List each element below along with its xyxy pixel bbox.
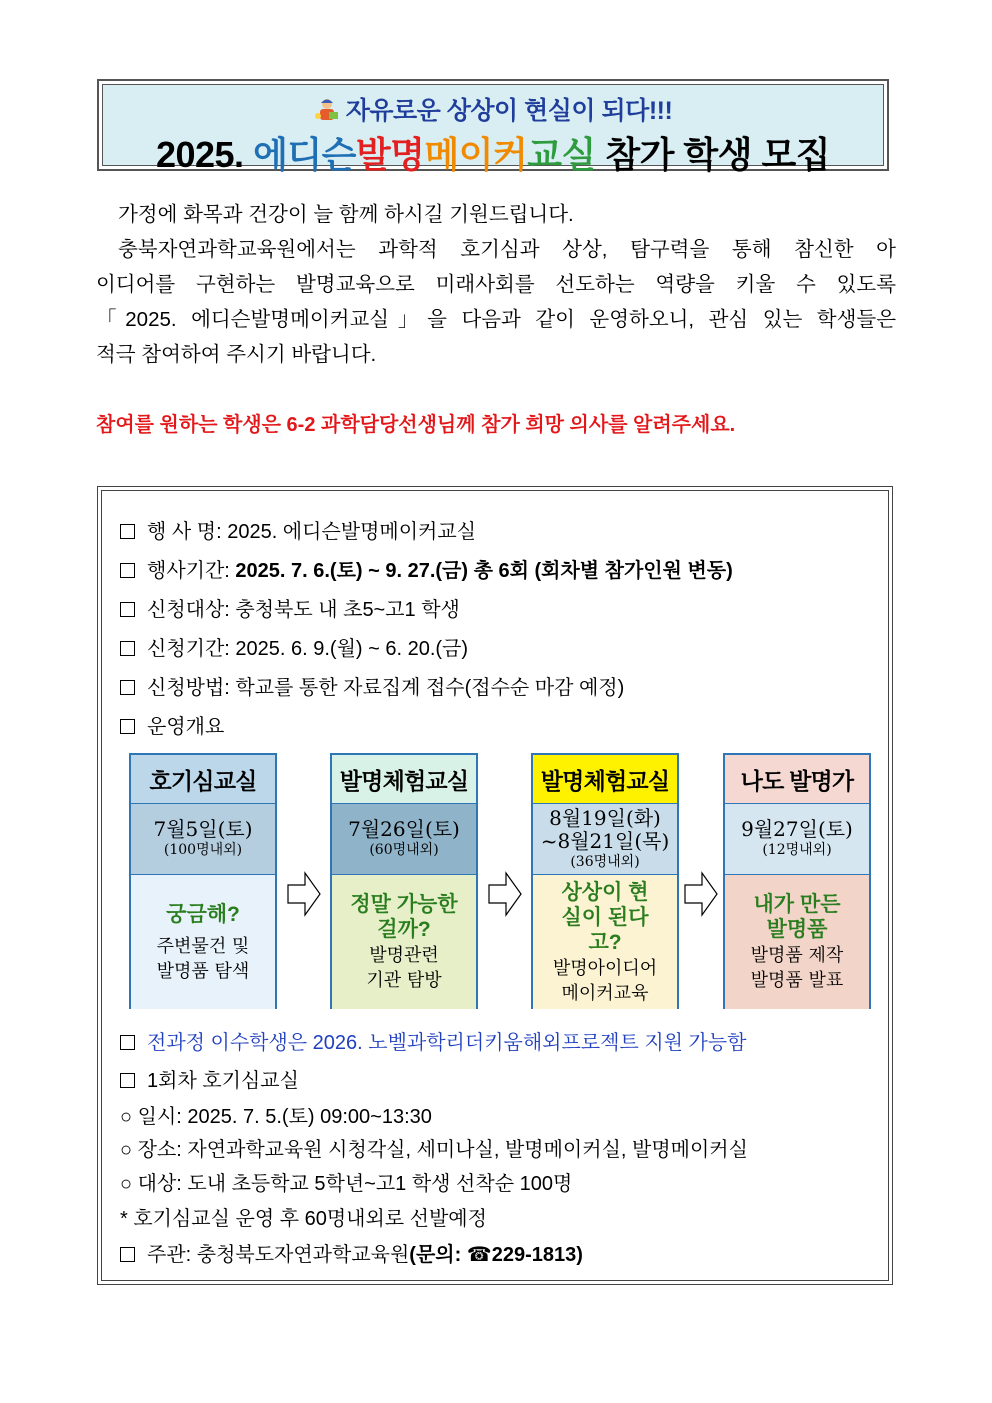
stage-date-text: 7월5일(토) <box>153 817 253 841</box>
checkbox-icon <box>120 602 135 617</box>
stage-date-text: 8월19일(화) <box>549 805 661 830</box>
stage-desc-2: 기관 탐방 <box>366 970 442 991</box>
inventor-icon <box>314 97 340 123</box>
checkbox-icon <box>120 1247 135 1262</box>
title-box <box>97 79 889 175</box>
session-target: ○ 대상: 도내 초등학교 5학년~고1 학생 선착순 100명 <box>120 1173 573 1195</box>
apply-period-value: 2025. 6. 9.(월) ~ 6. 20.(금) <box>235 638 469 660</box>
title-part-maker: 메이커 <box>424 134 528 175</box>
arrow-right-icon <box>684 871 718 917</box>
participation-notice: 참여를 원하는 학생은 6-2 과학담당선생님께 참가 희망 의사를 알려주세요. <box>96 414 736 436</box>
stage-capacity: (12명내외) <box>762 842 832 858</box>
intro-line-4: 적극 참여하여 주시기 바랍니다. <box>96 343 377 366</box>
intro-line-3: 「2025. 에디슨발명메이커교실」을 다음과 같이 운영하오니, 관심 있는 학생들은 <box>96 308 896 331</box>
stage-desc-2: 메이커교육 <box>561 982 649 1004</box>
stage-capacity: (36명내외) <box>570 853 640 870</box>
stage-date <box>131 804 275 875</box>
title-part-class: 교실 <box>527 134 596 175</box>
arrow-right-icon <box>287 871 321 917</box>
stage-body <box>533 875 677 1009</box>
stage-date <box>533 804 677 875</box>
selection-note: * 호기심교실 운영 후 60명내외로 선발예정 <box>120 1208 487 1230</box>
stage-title: 호기심교실 <box>131 755 275 804</box>
stage-date-text-2: ~8월21일(목) <box>540 828 670 853</box>
first-session-row <box>120 1064 299 1093</box>
apply-period-row <box>120 632 468 661</box>
apply-method-label: 신청방법: <box>147 677 230 699</box>
info-box <box>97 486 893 1285</box>
info-box-inner <box>101 490 889 1281</box>
stage-headline: 정말 가능한 걸까? <box>350 893 458 941</box>
event-name-label: 행 사 명: <box>147 521 222 543</box>
stage-title: 나도 발명가 <box>725 755 869 804</box>
stage-body <box>725 875 869 1009</box>
support-text: 전과정 이수학생은 2026. 노벨과학리더키움해외프로젝트 지원 가능함 <box>147 1032 747 1054</box>
session-date: ○ 일시: 2025. 7. 5.(토) 09:00~13:30 <box>120 1106 432 1128</box>
stage-headline: 궁금해? <box>166 902 240 926</box>
checkbox-icon <box>120 641 135 656</box>
stage-desc-2: 발명품 발표 <box>750 970 844 991</box>
target-value: 충청북도 내 초5~고1 학생 <box>235 599 460 621</box>
checkbox-icon <box>120 1073 135 1088</box>
apply-period-label: 신청기간: <box>147 638 230 660</box>
event-name-row <box>120 515 476 544</box>
stage-curiosity-class <box>129 753 277 1009</box>
contact-info: (문의: ☎229-1813) <box>409 1244 583 1266</box>
target-row <box>120 593 460 622</box>
title-slogan-text: 자유로운 상상이 현실이 되다!!! <box>345 97 673 125</box>
checkbox-icon <box>120 1035 135 1050</box>
stage-desc-1: 발명관련 <box>369 945 439 966</box>
title-main <box>103 127 883 178</box>
stage-date-text: 7월26일(토) <box>348 817 460 841</box>
stage-experience-class-2 <box>531 753 679 1009</box>
stage-desc-1: 발명아이디어 <box>552 957 658 979</box>
title-slogan <box>103 85 883 125</box>
stage-date <box>332 804 476 875</box>
event-period-row <box>120 554 733 583</box>
host-label: 주관: 충청북도자연과학교육원 <box>147 1244 410 1266</box>
apply-method-value: 학교를 통한 자료집계 접수(접수순 마감 예정) <box>235 677 625 699</box>
event-period-value: 2025. 7. 6.(토) ~ 9. 27.(금) 총 6회 (회차별 참가인원 변동) <box>235 560 733 582</box>
intro-line-1: 충북자연과학교육원에서는 과학적 호기심과 상상, 탐구력을 통해 참신한 아 <box>118 238 896 261</box>
stage-date-text: 9월27일(토) <box>741 817 853 841</box>
support-row <box>120 1026 746 1055</box>
checkbox-icon <box>120 524 135 539</box>
apply-method-row <box>120 671 624 700</box>
arrow-right-icon <box>488 871 522 917</box>
stage-body <box>131 875 275 1009</box>
stage-headline: 상상이 현실이 된다고? <box>561 880 649 954</box>
stage-title: 발명체험교실 <box>533 755 677 804</box>
checkbox-icon <box>120 719 135 734</box>
stage-headline: 내가 만든 발명품 <box>753 893 841 941</box>
stage-capacity: (100명내외) <box>163 842 243 858</box>
stage-desc-1: 발명품 제작 <box>750 945 844 966</box>
intro-line-2: 이디어를 구현하는 발명교육으로 미래사회를 선도하는 역량을 키울 수 있도록 <box>96 273 896 296</box>
title-inner <box>102 84 884 175</box>
checkbox-icon <box>120 680 135 695</box>
title-part-edison: 에디슨 <box>253 134 356 175</box>
host-row <box>120 1238 583 1267</box>
event-period-label: 행사기간: <box>147 560 230 582</box>
event-name-value: 2025. 에디슨발명메이커교실 <box>227 521 477 543</box>
overview-row <box>120 710 224 739</box>
stage-title: 발명체험교실 <box>332 755 476 804</box>
stage-capacity: (60명내외) <box>369 842 439 858</box>
overview-label: 운영개요 <box>147 716 225 738</box>
stage-desc-2: 발명품 탐색 <box>156 960 250 982</box>
target-label: 신청대상: <box>147 599 230 621</box>
title-year: 2025. <box>155 134 244 175</box>
intro-greeting: 가정에 화목과 건강이 늘 함께 하시길 기원드립니다. <box>118 203 574 226</box>
stage-date <box>725 804 869 875</box>
title-rest: 참가 학생 모집 <box>605 134 831 175</box>
stage-experience-class-1 <box>330 753 478 1009</box>
stage-desc-1: 주변물건 및 <box>156 935 250 957</box>
stage-i-am-inventor <box>723 753 871 1009</box>
stage-body <box>332 875 476 1009</box>
title-part-invention: 발명 <box>355 134 425 175</box>
first-session-label: 1회차 호기심교실 <box>147 1070 299 1092</box>
checkbox-icon <box>120 563 135 578</box>
session-place: ○ 장소: 자연과학교육원 시청각실, 세미나실, 발명메이커실, 발명메이커실 <box>120 1139 748 1161</box>
